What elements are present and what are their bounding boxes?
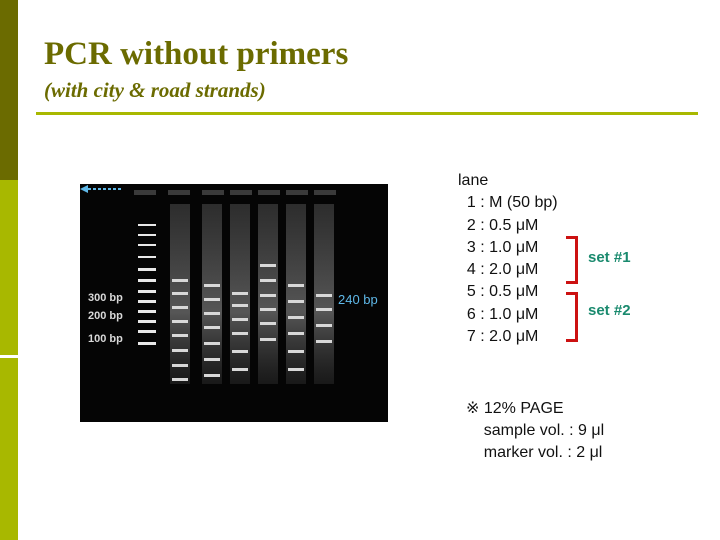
accent-bar-light-lower (0, 357, 18, 540)
band-size-label: 240 bp (338, 292, 378, 307)
set-2-bracket (566, 292, 578, 342)
slide-subtitle: (with city & road strands) (44, 78, 266, 102)
gel-image (80, 184, 388, 422)
marker-ladder (138, 224, 156, 345)
lane-item: 1 : M (50 bp) (458, 194, 558, 212)
accent-bar-dark (0, 0, 18, 180)
lane-item: 2 : 0.5 μM (458, 216, 539, 234)
marker-label-200: 200 bp (88, 310, 123, 322)
marker-label-300: 300 bp (88, 292, 123, 304)
note-line: ※ 12% PAGE (466, 400, 564, 417)
lane-item: 3 : 1.0 μM (458, 238, 539, 256)
note-line: marker vol. : 2 μl (466, 444, 603, 461)
accent-bar-gap (0, 355, 18, 358)
lane-item: 7 : 2.0 μM (458, 328, 539, 346)
arrow-left-icon (80, 184, 124, 194)
set-2-label: set #2 (588, 302, 631, 319)
lane-item: 4 : 2.0 μM (458, 261, 539, 279)
set-1-bracket (566, 236, 578, 284)
set-1-label: set #1 (588, 249, 631, 266)
lane-legend-header: lane (458, 172, 489, 189)
lane-item: 5 : 0.5 μM (458, 283, 539, 301)
lane-legend (458, 170, 558, 348)
gel-conditions-note (466, 398, 604, 464)
accent-bar-light (0, 180, 18, 357)
marker-label-100: 100 bp (88, 333, 123, 345)
lane-item: 6 : 1.0 μM (458, 305, 539, 323)
title-divider (36, 112, 698, 115)
slide-title: PCR without primers (44, 36, 349, 72)
note-line: sample vol. : 9 μl (466, 422, 605, 439)
